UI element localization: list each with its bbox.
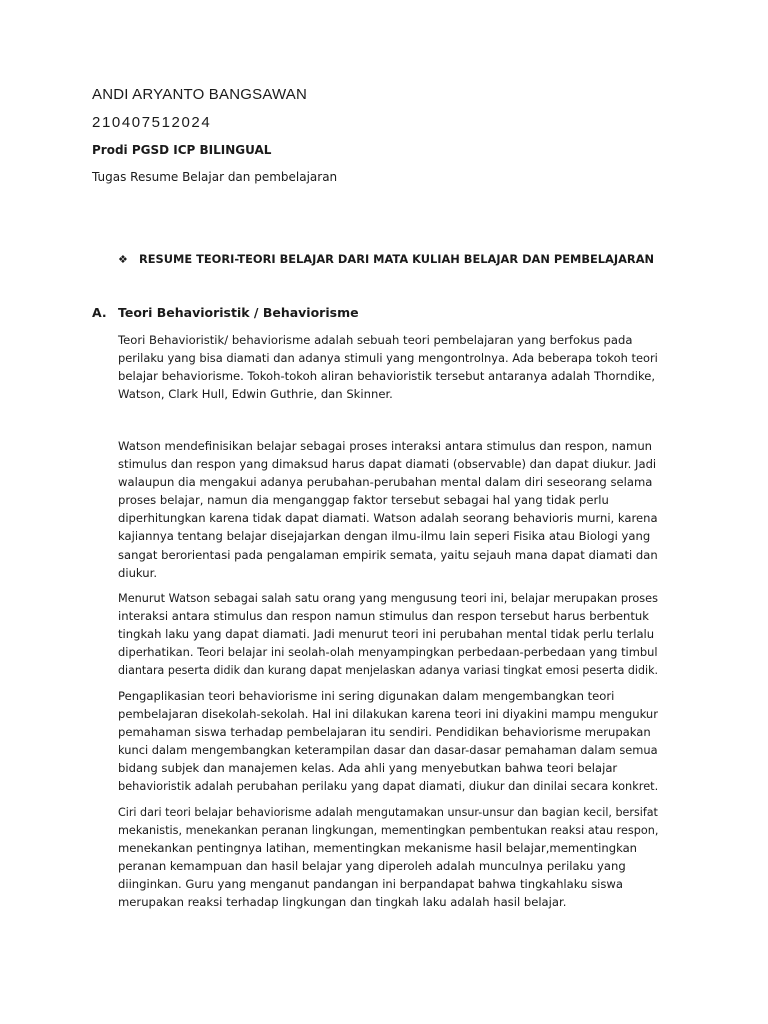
section-heading (92, 305, 359, 320)
paragraph-line: diperhitungkan karena tidak dapat diamati. Watson adalah seorang behavioris murni, karena (118, 511, 658, 526)
paragraph-line: belajar behaviorisme. Tokoh-tokoh aliran behavioristik tersebut antaranya adalah Thorndike, (118, 369, 656, 384)
paragraph-line: proses belajar, namun dia menganggap faktor tersebut sebagai hal yang tidak perlu (118, 493, 609, 508)
paragraph-line: perilaku yang bisa diamati dan adanya stimuli yang mengontrolnya. Ada beberapa tokoh teori (118, 351, 658, 366)
paragraph-watson-definition (118, 437, 658, 582)
paragraph-characteristics (118, 803, 658, 912)
paragraph-line: kajiannya tentang belajar disejajarkan dengan ilmu-ilmu lain seperi Fisika atau Biologi yang (118, 529, 651, 544)
resume-heading (118, 252, 654, 266)
paragraph-line: diantara peserta didik dan kurang dapat menjelaskan adanya variasi tingkat emosi peserta didik. (118, 663, 659, 678)
paragraph-line: diperhatikan. Teori belajar ini seolah-olah menyampingkan perbedaan-perbedaan yang timbul (118, 645, 658, 660)
paragraph-line: Pengaplikasian teori behaviorisme ini sering digunakan dalam mengembangkan teori (118, 689, 615, 703)
student-id: 210407512024 (92, 114, 212, 131)
section-letter: A. (92, 305, 107, 320)
paragraph-line: pemahaman siswa terhadap pembelajaran itu sendiri. Pendidikan behaviorisme merupakan (118, 725, 651, 740)
paragraph-line: Watson, Clark Hull, Edwin Guthrie, dan Skinner. (118, 387, 393, 402)
paragraph-line: diinginkan. Guru yang menganut pandangan ini berpandapat bahwa tingkahlaku siswa (118, 877, 624, 892)
paragraph-line: diukur. (118, 565, 158, 580)
paragraph-line: Ciri dari teori belajar behaviorisme adalah mengutamakan unsur-unsur dan bagian kecil, bersifat (118, 805, 658, 819)
paragraph-line: Teori Behavioristik/ behaviorisme adalah sebuah teori pembelajaran yang berfokus pada (118, 333, 633, 347)
paragraph-line: stimulus dan respon yang dimaksud harus dapat diamati (observable) dan dapat diukur. Jadi (118, 457, 657, 472)
section-title: Teori Behavioristik / Behaviorisme (118, 305, 359, 320)
paragraph-line: mekanistis, menekankan peranan lingkungan, mementingkan pembentukan reaksi atau respon, (118, 823, 659, 838)
paragraph-line: pembelajaran disekolah-sekolah. Hal ini dilakukan karena teori ini diyakini mampu mengukur (118, 707, 659, 722)
paragraph-line: menekankan pentingnya latihan, mementingkan mekanisme hasil belajar,mementingkan (118, 841, 638, 856)
diamond-bullet-icon: ❖ (118, 253, 128, 266)
paragraph-line: tingkah laku yang dapat diamati. Jadi menurut teori ini perubahan mental tidak perlu terlalu (118, 627, 655, 642)
resume-heading-text: RESUME TEORI-TEORI BELAJAR DARI MATA KULIAH BELAJAR DAN PEMBELAJARAN (139, 252, 655, 266)
paragraph-watson-theory (118, 589, 658, 679)
paragraph-line: interaksi antara stimulus dan respon namun stimulus dan respon tersebut harus berbentuk (118, 609, 649, 624)
paragraph-line: peranan kemampuan dan hasil belajar yang diperoleh adalah munculnya perilaku yang (118, 859, 626, 874)
paragraph-line: Watson mendefinisikan belajar sebagai proses interaksi antara stimulus dan respon, namun (118, 439, 653, 453)
study-program: Prodi PGSD ICP BILINGUAL (92, 143, 272, 157)
paragraph-line: walaupun dia mengakui adanya perubahan-perubahan mental dalam diri seseorang selama (118, 475, 653, 490)
assignment-title: Tugas Resume Belajar dan pembelajaran (92, 170, 338, 184)
paragraph-line: Menurut Watson sebagai salah satu orang yang mengusung teori ini, belajar merupakan proses (118, 591, 658, 605)
paragraph-application (118, 687, 658, 796)
paragraph-line: merupakan reaksi terhadap lingkungan dan tingkah laku adalah hasil belajar. (118, 895, 567, 910)
paragraph-line: behavioristik adalah perubahan perilaku yang dapat diamati, diukur dan dinilai secara konkret. (118, 779, 659, 794)
paragraph-line: sangat berorientasi pada pengalaman empirik semata, yaitu sejauh mana dapat diamati dan (118, 547, 658, 562)
paragraph-line: bidang subjek dan manajemen kelas. Ada ahli yang menyebutkan bahwa teori belajar (118, 761, 618, 776)
author-name: ANDI ARYANTO BANGSAWAN (92, 86, 308, 103)
paragraph-line: kunci dalam mengembangkan keterampilan dasar dan dasar-dasar pemahaman dalam semua (118, 743, 658, 758)
paragraph-intro (118, 331, 658, 403)
